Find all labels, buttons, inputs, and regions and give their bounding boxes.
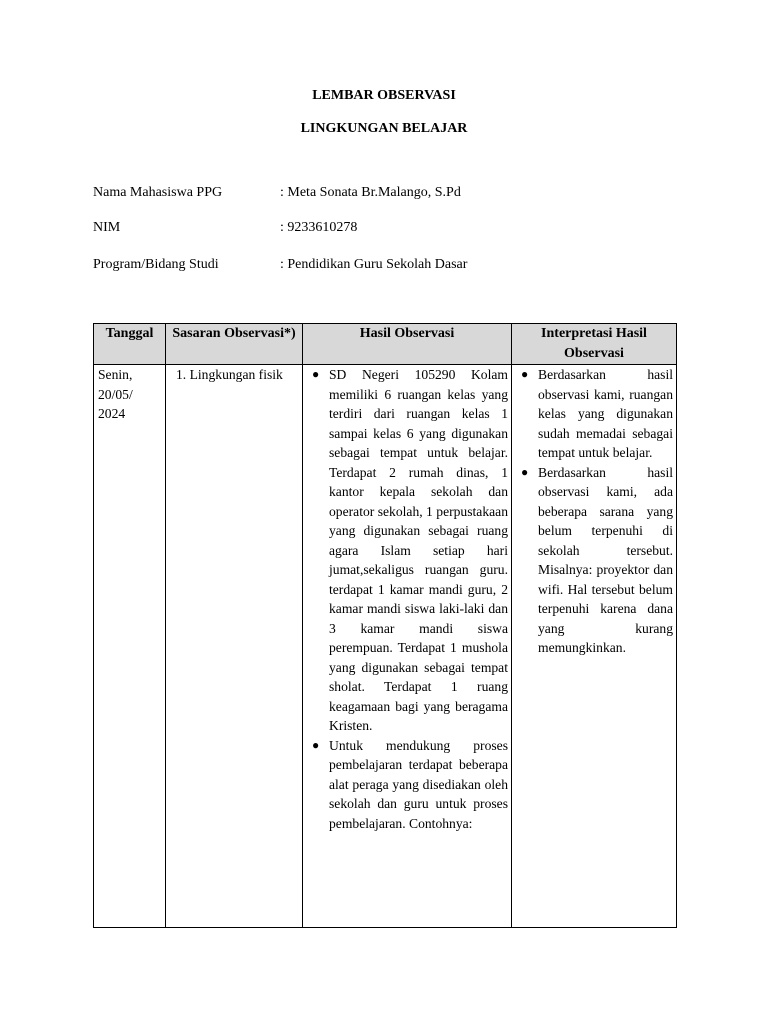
header-sasaran: Sasaran Observasi*) bbox=[166, 324, 303, 365]
cell-date bbox=[94, 365, 166, 928]
info-label: NIM bbox=[93, 220, 121, 235]
interpretasi-text: Berdasarkan hasil observasi kami, ada beberapa sarana yang belum terpenuhi di sekolah tersebut. Misalnya: proyektor dan wifi. Hal tersebut belum terpenuhi karena dana yang kurang memungkinkan. bbox=[538, 464, 673, 655]
info-value: : 9233610278 bbox=[280, 220, 358, 235]
date-line: 20/05/ bbox=[98, 386, 133, 402]
bullet-icon: ● bbox=[521, 367, 529, 381]
table-row bbox=[94, 365, 677, 928]
bullet-icon: ● bbox=[521, 464, 529, 479]
date-line: 2024 bbox=[98, 406, 126, 421]
target-text: 1. Lingkungan fisik bbox=[176, 367, 283, 382]
header-interpretasi: Interpretasi Hasil Observasi bbox=[512, 324, 677, 365]
observation-table bbox=[93, 323, 677, 928]
document-subtitle: LINGKUNGAN BELAJAR bbox=[300, 121, 468, 136]
header-tanggal: Tanggal bbox=[94, 324, 166, 365]
table-header-row bbox=[94, 324, 677, 365]
date-line: Senin, bbox=[98, 367, 133, 382]
bullet-icon: ● bbox=[312, 367, 320, 381]
bullet-icon: ● bbox=[312, 737, 320, 752]
hasil-text: Untuk mendukung proses pembelajaran terdapat beberapa alat peraga yang disediakan oleh sekolah dan guru untuk proses pembelajaran. Contohnya: bbox=[329, 737, 508, 831]
hasil-text: SD Negeri 105290 Kolam memiliki 6 ruangan kelas yang terdiri dari ruangan kelas 1 sampai kelas 6 yang digunakan sebagai tempat untuk belajar. Terdapat 2 rumah dinas, 1 kantor kepala sekolah dan operator sekolah, 1 perpustakaan yang digunakan sebagai ruang agara Islam setiap hari jumat,sekaligus ruangan guru. terdapat 1 kamar mandi guru, 2 kamar mandi siswa laki-laki dan 3 kamar mandi siswa perempuan. Terdapat 1 mushola yang digunakan sebagai tempat sholat. Terdapat 1 ruang keagamaan bagi yang beragama Kristen. bbox=[329, 367, 508, 733]
cell-hasil bbox=[303, 365, 512, 928]
interpretasi-text: Berdasarkan hasil observasi kami, ruangan kelas yang digunakan sudah memadai sebagai tempat untuk belajar. bbox=[538, 367, 673, 460]
info-label: Nama Mahasiswa PPG bbox=[93, 185, 223, 200]
info-value: : Pendidikan Guru Sekolah Dasar bbox=[280, 257, 468, 272]
list-item bbox=[512, 365, 676, 463]
list-item bbox=[303, 736, 511, 834]
cell-target bbox=[166, 365, 303, 928]
info-value: : Meta Sonata Br.Malango, S.Pd bbox=[280, 185, 461, 200]
document-title: LEMBAR OBSERVASI bbox=[312, 88, 456, 103]
cell-interpretasi bbox=[512, 365, 677, 928]
header-hasil: Hasil Observasi bbox=[303, 324, 512, 365]
list-item bbox=[512, 463, 676, 658]
info-label: Program/Bidang Studi bbox=[93, 257, 219, 272]
list-item bbox=[303, 365, 511, 736]
